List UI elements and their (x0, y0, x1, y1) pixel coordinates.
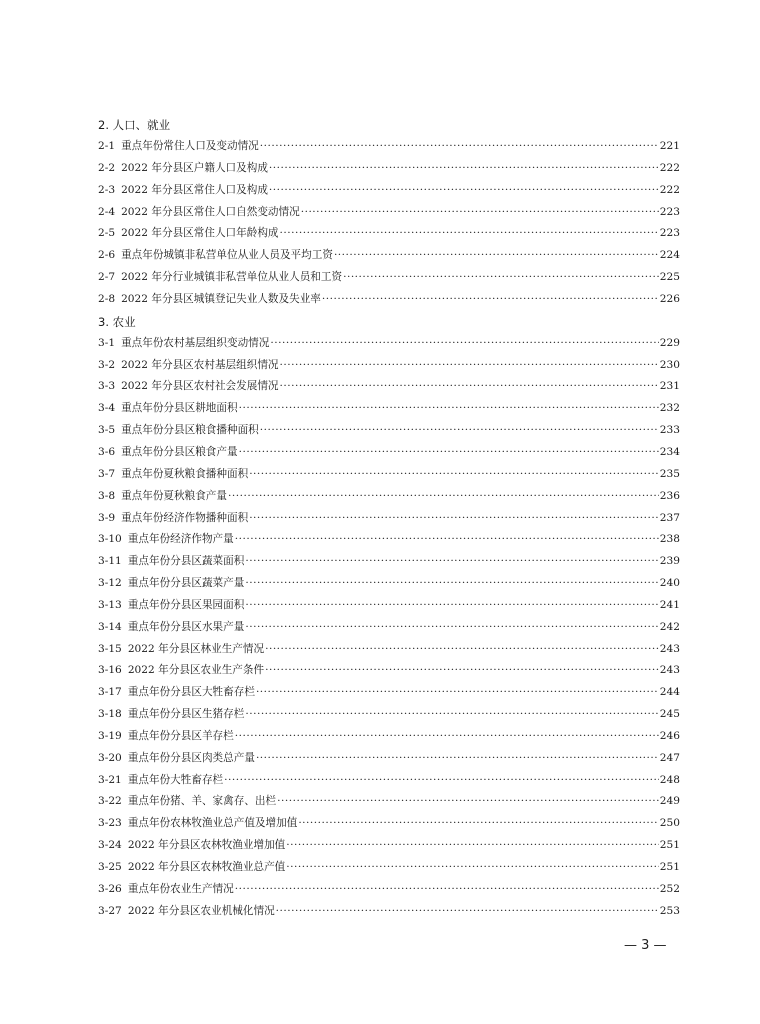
entry-number: 3-18 (98, 708, 122, 721)
entry-title: 重点年份常住人口及变动情况 (121, 140, 259, 152)
toc-entry[interactable] (98, 333, 680, 355)
toc-entry[interactable] (98, 136, 680, 158)
toc-entry[interactable] (98, 508, 680, 530)
entry-number: 3-10 (98, 533, 122, 546)
dot-leader (256, 682, 659, 704)
toc-entry[interactable] (98, 726, 680, 748)
dot-leader (245, 573, 658, 595)
entry-title: 2022 年分县区常住人口自然变动情况 (121, 205, 300, 218)
entry-title: 2022 年分县区常住人口年龄构成 (121, 227, 279, 240)
entry-title: 重点年份分县区肉类总产量 (127, 751, 255, 764)
entry-title: 重点年份经济作物产量 (127, 533, 234, 546)
dot-leader (280, 355, 659, 377)
entry-title: 2022 年分县区农业生产条件 (127, 664, 265, 677)
entry-page-number: 245 (659, 708, 680, 721)
entry-number: 3-13 (98, 598, 122, 611)
toc-entry[interactable] (98, 245, 680, 267)
entry-number: 3-17 (98, 686, 122, 699)
entry-number: 3-3 (98, 380, 116, 393)
entry-page-number: 248 (659, 773, 680, 786)
dot-leader (280, 223, 659, 245)
dot-leader (239, 442, 659, 464)
toc-entry[interactable] (98, 376, 680, 398)
entry-number: 2-3 (98, 183, 116, 196)
entry-page-number: 222 (659, 161, 680, 174)
section-heading: 3. 农业 (98, 314, 136, 329)
dot-leader (245, 595, 658, 617)
entry-number: 2-5 (98, 227, 116, 240)
toc-entry[interactable] (98, 158, 680, 180)
entry-number: 3-12 (98, 577, 122, 590)
entry-number: 3-27 (98, 904, 122, 917)
dot-leader (276, 901, 659, 923)
entry-title: 2022 年分县区城镇登记失业人数及失业率 (121, 292, 321, 305)
dot-leader (286, 857, 659, 879)
entry-page-number: 237 (659, 511, 680, 524)
toc-entry[interactable] (98, 660, 680, 682)
entry-title: 重点年份农林牧渔业总产值及增加值 (127, 817, 298, 830)
entry-title: 重点年份猪、羊、家禽存、出栏 (127, 795, 277, 808)
entry-title: 2022 年分县区农村社会发展情况 (121, 380, 279, 393)
page-number-footer: — 3 — (624, 938, 667, 953)
dot-leader (260, 136, 659, 158)
entry-number: 3-11 (98, 555, 122, 568)
entry-number: 3-23 (98, 817, 122, 830)
entry-title: 重点年份分县区蔬菜产量 (127, 577, 245, 590)
entry-number: 2-6 (98, 249, 116, 262)
entry-title: 重点年份分县区粮食产量 (121, 445, 238, 458)
entry-page-number: 229 (659, 336, 680, 349)
dot-leader (256, 748, 659, 770)
table-of-contents (98, 114, 680, 923)
entry-number: 3-21 (98, 773, 122, 786)
entry-title: 重点年份分县区蔬菜面积 (127, 555, 245, 568)
entry-title: 重点年份农业生产情况 (127, 882, 234, 895)
entry-page-number: 222 (659, 183, 680, 196)
entry-title: 重点年份分县区生猪存栏 (127, 708, 245, 721)
toc-entry[interactable] (98, 770, 680, 792)
entry-number: 2-2 (98, 161, 116, 174)
entry-number: 3-7 (98, 467, 116, 480)
entry-number: 3-16 (98, 664, 122, 677)
dot-leader (235, 529, 659, 551)
entry-page-number: 221 (659, 140, 680, 152)
entry-page-number: 244 (659, 686, 680, 699)
dot-leader (270, 333, 658, 355)
entry-page-number: 253 (659, 904, 680, 917)
entry-page-number: 232 (659, 402, 680, 415)
dot-leader (269, 158, 659, 180)
entry-page-number: 250 (659, 817, 680, 830)
toc-entry[interactable] (98, 355, 680, 377)
toc-entry[interactable] (98, 267, 680, 289)
entry-title: 2022 年分县区农林牧渔业增加值 (127, 839, 286, 852)
toc-entry[interactable] (98, 857, 680, 879)
entry-number: 3-2 (98, 358, 116, 371)
entry-title: 重点年份大牲畜存栏 (127, 773, 224, 786)
entry-title: 重点年份夏秋粮食播种面积 (121, 467, 249, 480)
entry-title: 重点年份分县区粮食播种面积 (121, 424, 259, 437)
entry-page-number: 242 (659, 620, 680, 633)
entry-title: 2022 年分县区农林牧渔业总产值 (127, 861, 286, 873)
dot-leader (249, 464, 659, 486)
dot-leader (245, 704, 658, 726)
entry-page-number: 252 (659, 882, 680, 895)
toc-entry[interactable] (98, 835, 680, 857)
toc-entry[interactable] (98, 595, 680, 617)
entry-number: 2-8 (98, 292, 116, 305)
entry-page-number: 236 (659, 489, 680, 502)
entry-page-number: 238 (659, 533, 680, 546)
dot-leader (260, 420, 659, 442)
dot-leader (249, 508, 659, 530)
entry-page-number: 230 (659, 358, 680, 371)
dot-leader (277, 791, 659, 813)
toc-entry[interactable] (98, 180, 680, 202)
toc-entry[interactable] (98, 617, 680, 639)
entry-number: 3-24 (98, 839, 122, 852)
toc-entry[interactable] (98, 289, 680, 311)
dot-leader (334, 245, 659, 267)
dot-leader (280, 376, 659, 398)
entry-number: 3-6 (98, 445, 116, 458)
entry-title: 重点年份夏秋粮食产量 (121, 489, 227, 502)
entry-page-number: 235 (659, 467, 680, 480)
toc-entry[interactable] (98, 813, 680, 835)
entry-page-number: 231 (659, 380, 680, 393)
entry-page-number: 223 (659, 205, 680, 218)
toc-entry[interactable] (98, 704, 680, 726)
entry-number: 3-1 (98, 336, 116, 349)
toc-entry[interactable] (98, 551, 680, 573)
dot-leader (265, 660, 659, 682)
toc-entry[interactable] (98, 901, 680, 923)
entry-page-number: 247 (659, 751, 680, 764)
entry-page-number: 243 (659, 642, 680, 655)
toc-entry[interactable] (98, 748, 680, 770)
entry-title: 2022 年分县区常住人口及构成 (121, 183, 268, 196)
dot-leader (343, 267, 659, 289)
dot-leader (322, 289, 659, 311)
entry-number: 3-26 (98, 882, 122, 895)
entry-page-number: 243 (659, 664, 680, 677)
entry-number: 3-15 (98, 642, 122, 655)
entry-number: 2-7 (98, 271, 116, 284)
entry-number: 3-14 (98, 620, 122, 633)
entry-title: 2022 年分县区林业生产情况 (127, 642, 265, 655)
entry-title: 2022 年分行业城镇非私营单位从业人员和工资 (121, 271, 343, 284)
dot-leader (286, 835, 659, 857)
entry-title: 2022 年分县区农业机械化情况 (127, 904, 275, 917)
entry-title: 重点年份分县区大牲畜存栏 (127, 686, 255, 699)
toc-entry[interactable] (98, 486, 680, 508)
dot-leader (301, 202, 659, 224)
entry-number: 2-1 (98, 140, 116, 152)
toc-entry[interactable] (98, 573, 680, 595)
entry-page-number: 226 (659, 292, 680, 305)
entry-title: 重点年份分县区羊存栏 (127, 729, 234, 742)
entry-title: 2022 年分县区户籍人口及构成 (121, 161, 268, 174)
entry-title: 重点年份农村基层组织变动情况 (121, 336, 270, 349)
entry-page-number: 224 (659, 249, 680, 262)
toc-entry[interactable] (98, 464, 680, 486)
toc-entry[interactable] (98, 529, 680, 551)
entry-page-number: 251 (659, 839, 680, 852)
toc-entry[interactable] (98, 791, 680, 813)
dot-leader (239, 398, 659, 420)
entry-number: 3-9 (98, 511, 116, 524)
toc-entry[interactable] (98, 420, 680, 442)
entry-number: 3-19 (98, 729, 122, 742)
entry-title: 2022 年分县区农村基层组织情况 (121, 358, 279, 371)
dot-leader (269, 180, 659, 202)
entry-page-number: 225 (659, 271, 680, 284)
entry-title: 重点年份经济作物播种面积 (121, 511, 249, 524)
entry-title: 重点年份城镇非私营单位从业人员及平均工资 (121, 249, 333, 262)
dot-leader (245, 551, 658, 573)
toc-entry[interactable] (98, 682, 680, 704)
entry-page-number: 239 (659, 555, 680, 568)
dot-leader (298, 813, 658, 835)
toc-entry[interactable] (98, 202, 680, 224)
toc-entry[interactable] (98, 879, 680, 901)
dot-leader (235, 726, 659, 748)
entry-title: 重点年份分县区果园面积 (127, 598, 245, 611)
entry-title: 重点年份分县区水果产量 (127, 620, 245, 633)
entry-page-number: 251 (659, 861, 680, 873)
entry-number: 2-4 (98, 205, 116, 218)
toc-entry[interactable] (98, 442, 680, 464)
entry-page-number: 249 (659, 795, 680, 808)
entry-number: 3-20 (98, 751, 122, 764)
entry-number: 3-4 (98, 402, 116, 415)
entry-page-number: 233 (659, 424, 680, 437)
entry-page-number: 223 (659, 227, 680, 240)
toc-entry[interactable] (98, 639, 680, 661)
dot-leader (235, 879, 659, 901)
entry-number: 3-5 (98, 424, 116, 437)
dot-leader (265, 639, 659, 661)
entry-page-number: 234 (659, 445, 680, 458)
toc-entry[interactable] (98, 398, 680, 420)
dot-leader (224, 770, 659, 792)
section-heading: 2. 人口、就业 (98, 118, 171, 132)
dot-leader (245, 617, 658, 639)
entry-page-number: 246 (659, 729, 680, 742)
entry-page-number: 241 (659, 598, 680, 611)
dot-leader (228, 486, 659, 508)
entry-title: 重点年份分县区耕地面积 (121, 402, 238, 415)
entry-number: 3-22 (98, 795, 122, 808)
entry-page-number: 240 (659, 577, 680, 590)
toc-entry[interactable] (98, 223, 680, 245)
entry-number: 3-8 (98, 489, 116, 502)
entry-number: 3-25 (98, 861, 122, 873)
